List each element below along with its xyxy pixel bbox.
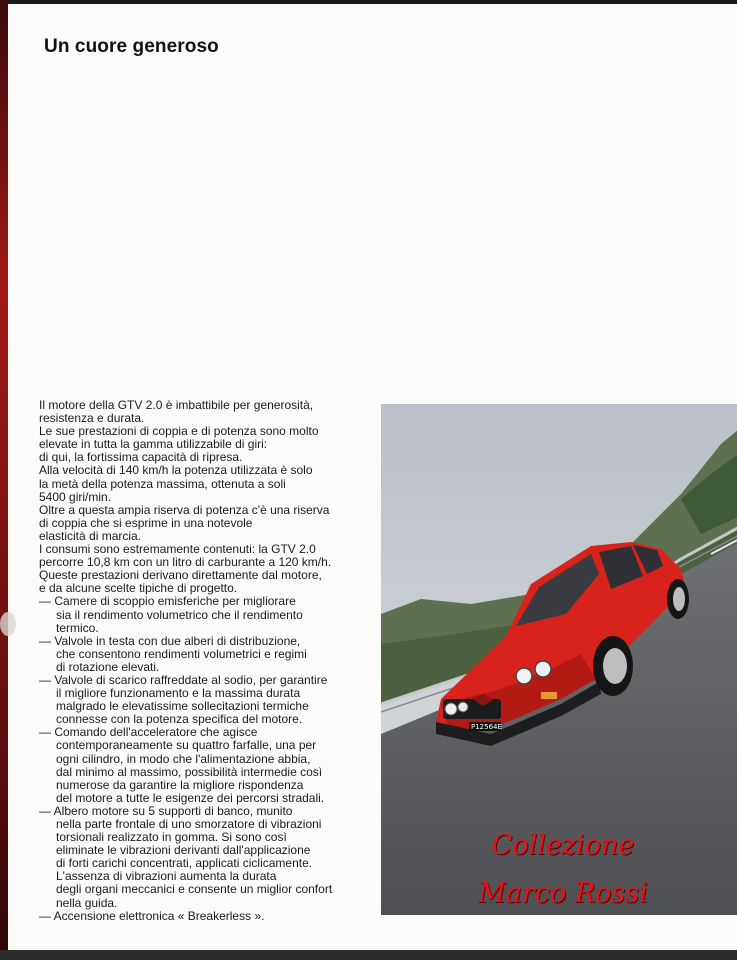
text-line: del motore a tutte le esigenze dei percorsi stradali. [56, 790, 325, 805]
text-line: elevate in tutta la gamma utilizzabile di giri: [39, 437, 268, 452]
text-line: che consentono rendimenti volumetrici e regimi [56, 646, 307, 661]
license-plate: P12564E [471, 723, 502, 731]
text-line: di coppia che si esprime in una notevole [39, 515, 253, 530]
text-line: nella guida. [56, 895, 118, 910]
text-line: L'assenza di vibrazioni aumenta la durata [56, 869, 277, 884]
bullet-line: — Accensione elettronica « Breakerless ». [39, 908, 265, 923]
bullet-line: — Valvole in testa con due alberi di distribuzione, [39, 633, 301, 648]
text-line: sia il rendimento volumetrico che il rendimento [56, 607, 303, 622]
text-line: dal minimo al massimo, possibilità intermedie così [56, 764, 323, 779]
text-line: Le sue prestazioni di coppia e di potenza sono molto [39, 424, 319, 439]
text-line: Oltre a questa ampia riserva di potenza c'è una riserva [39, 502, 330, 517]
text-line: Alla velocità di 140 km/h la potenza utilizzata è solo [39, 463, 313, 478]
watermark-line-2: Marco Rossi [478, 878, 648, 909]
text-line: eliminate le vibrazioni derivanti dall'applicazione [56, 843, 311, 858]
text-line: di qui, la fortissima capacità di ripresa. [39, 450, 243, 465]
bottom-edge [0, 950, 737, 960]
text-line: di rotazione elevati. [56, 659, 160, 674]
text-line: connesse con la potenza specifica del motore. [56, 712, 303, 727]
text-line: resistenza e durata. [39, 411, 145, 426]
car-photo [381, 404, 737, 915]
bullet-line: — Albero motore su 5 supporti di banco, munito [39, 803, 293, 818]
text-line: il migliore funzionamento e la massima durata [56, 686, 301, 701]
text-line: percorre 10,8 km con un litro di carburante a 120 km/h. [39, 555, 332, 570]
text-line: numerose da garantire la migliore rispondenza [56, 777, 304, 792]
text-line: di forti carichi concentrati, applicati ciclicamente. [56, 856, 313, 871]
text-line: torsionali realizzato in gomma. Si sono così [56, 830, 287, 845]
bullet-line: — Comando dell'acceleratore che agisce [39, 725, 258, 740]
text-line: la metà della potenza massima, ottenuta a soli [39, 476, 286, 491]
bullet-line: — Camere di scoppio emisferiche per migliorare [39, 594, 296, 609]
text-line: malgrado le elevatissime sollecitazioni termiche [56, 699, 309, 714]
brochure-page [8, 4, 737, 950]
text-line: degli organi meccanici e consente un miglior confort [56, 882, 333, 897]
body-text [39, 399, 369, 923]
text-line: nella parte frontale di uno smorzatore di vibrazioni [56, 817, 322, 831]
text-line: termico. [56, 620, 99, 635]
text-line: e da alcune scelte tipiche di progetto. [39, 581, 238, 596]
text-line: 5400 giri/min. [39, 489, 112, 504]
page-title: Un cuore generoso [44, 36, 219, 57]
paper-smudge [0, 612, 16, 636]
text-line: ogni cilindro, in modo che l'alimentazione abbia, [56, 751, 311, 766]
watermark-line-1: Collezione [491, 830, 635, 861]
text-line: contemporaneamente su quattro farfalle, una per [56, 738, 317, 753]
text-line: elasticità di marcia. [39, 528, 142, 543]
bullet-line: — Valvole di scarico raffreddate al sodio, per garantire [39, 672, 328, 687]
text-line: Queste prestazioni derivano direttamente dal motore, [39, 568, 322, 583]
text-line: I consumi sono estremamente contenuti: la GTV 2.0 [39, 542, 316, 557]
text-line: Il motore della GTV 2.0 è imbattibile per generosità, [39, 398, 314, 412]
